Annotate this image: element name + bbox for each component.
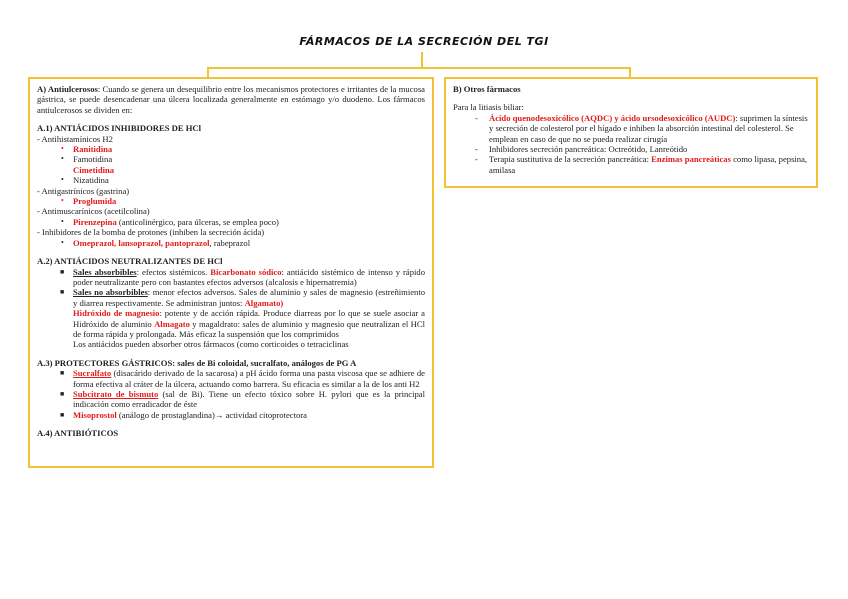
dash-bullet-icon: - [475, 154, 478, 165]
otros-farmacos-box [444, 77, 818, 188]
dash-bullet-icon: - [475, 112, 478, 123]
otros-list [453, 113, 809, 175]
bullet-icon: • [61, 216, 64, 226]
a4-heading: A.4) ANTIBIÓTICOS [37, 428, 119, 439]
list-item: • Omeprazol, lansoprazol, pantoprazol, rabeprazol [61, 237, 251, 248]
square-bullet-icon: ■ [60, 410, 65, 419]
litiasis-label: Para la litiasis biliar: [453, 102, 524, 113]
square-bullet-icon: ■ [60, 288, 65, 297]
bullet-icon: • [61, 237, 64, 247]
a3-list [37, 368, 425, 420]
antiulcerosos-box [28, 77, 434, 468]
list-item: • Famotidina [61, 154, 113, 165]
antimusc-list [37, 217, 425, 227]
list-item: • Pirenzepina (anticolinérgico, para úlceras, se emplea poco) [61, 216, 279, 227]
ibp-list [37, 238, 425, 248]
a3-heading: A.3) PROTECTORES GÁSTRICOS: sales de Bi coloidal, sucralfato, análogos de PG A [37, 357, 357, 368]
list-item: ■ Sucralfato (disacárido derivado de la sacarosa) a pH ácido forma una pasta viscosa que se adhiere de forma efectiva al cráter de la úlcera, actuando como barrera. Su eficacia es similar a la de los anti H2 [60, 368, 425, 389]
list-item: ■ Misoprostol (análogo de prostaglandina)→ actividad citoprotectora [60, 409, 307, 420]
antiulcerosos-intro-text: : Cuando se genera un desequilibrio entre los mecanismos protectores e irritantes de la mucosa gástrica, se puede desencadenar una úlcera localizada generalmente en estómago y/o duodeno. Los fármacos antiulcerosos se dividen en: [37, 84, 425, 115]
antigastrin-label: - Antigastrínicos (gastrina) [37, 185, 130, 196]
a1-heading: A.1) ANTIÁCIDOS INHIBIDORES DE HCl [37, 123, 202, 134]
list-item: • Proglumida [61, 196, 117, 207]
list-item: ■ Sales no absorbibles: menor efectos adversos. Sales de aluminio y sales de magnesio (estreñimiento y diarrea respectivamente. Se administran juntos: Algamato) Hidróxido de magnesio: potente y de acción rápida. Produce diarreas por lo que se suele asociar a Hidróxido de aluminio Almagato y magaldrato: sales de aluminio y magnesio que neutralizan el HCl de forma rápida y prolongada. Más eficaz la suspensión que los comprimidos Los antiácidos pueden absorber otros fármacos (como corticoides o tetraciclinas [60, 287, 426, 350]
antimusc-label: - Antimuscarínicos (acetilcolina) [37, 206, 150, 217]
square-bullet-icon: ■ [60, 369, 65, 378]
list-item: ■ Subcitrato de bismuto (sal de Bi). Tiene un efecto tóxico sobre H. pylori que es la principal indicación como erradicador de éste [60, 388, 425, 410]
list-item: Cimetidina [73, 164, 115, 175]
page-title: FÁRMACOS DE LA SECRECIÓN DEL TGI [299, 35, 549, 48]
otros-heading: B) Otros fármacos [453, 84, 521, 94]
a2-heading: A.2) ANTIÁCIDOS NEUTRALIZANTES DE HCl [37, 256, 223, 267]
list-item: • Nizatidina [61, 175, 109, 186]
antiulcerosos-intro [37, 84, 425, 115]
bullet-icon: • [61, 175, 64, 185]
antiulcerosos-heading: A) Antiulcerosos [37, 84, 98, 94]
list-item: • Ranitidina [61, 144, 113, 155]
antigastrin-list [37, 196, 425, 206]
list-item: - Terapia sustitutiva de la secreción pancreática: Enzimas pancreáticas como lipasa, pepsina, amilasa [475, 154, 808, 175]
tree-connector-bar [207, 67, 631, 69]
square-bullet-icon: ■ [60, 267, 65, 276]
square-bullet-icon: ■ [60, 389, 65, 398]
a2-list [37, 267, 425, 350]
antih2-list [37, 144, 425, 186]
dash-bullet-icon: - [475, 144, 478, 155]
bullet-icon: • [61, 154, 64, 164]
tree-connector-stem [421, 52, 423, 68]
list-item: - Ácido quenodesoxicólico (AQDC) y ácido ursodesoxicólico (AUDC): suprimen la síntesis y secreción de colesterol por el hígado e inhiben la absorción intestinal del colesterol. Se emplean en caso de que no se pueda realizar cirugía [475, 112, 808, 144]
antih2-label: - Antihistamínicos H2 [37, 133, 113, 144]
bullet-icon: • [61, 196, 64, 206]
list-item: ■ Sales absorbibles: efectos sistémicos. Bicarbonato sódico: antiácido sistémico de intenso y rápido poder neutralizante pero con bastantes efectos adversos (alcalosis e hipernatremia) [60, 266, 425, 287]
bullet-icon: • [61, 144, 64, 154]
ibp-label: - Inhibidores de la bomba de protones (inhiben la secreción ácida) [37, 227, 265, 238]
list-item: - Inhibidores secreción pancreática: Octreótido, Lanreótido [475, 144, 688, 155]
